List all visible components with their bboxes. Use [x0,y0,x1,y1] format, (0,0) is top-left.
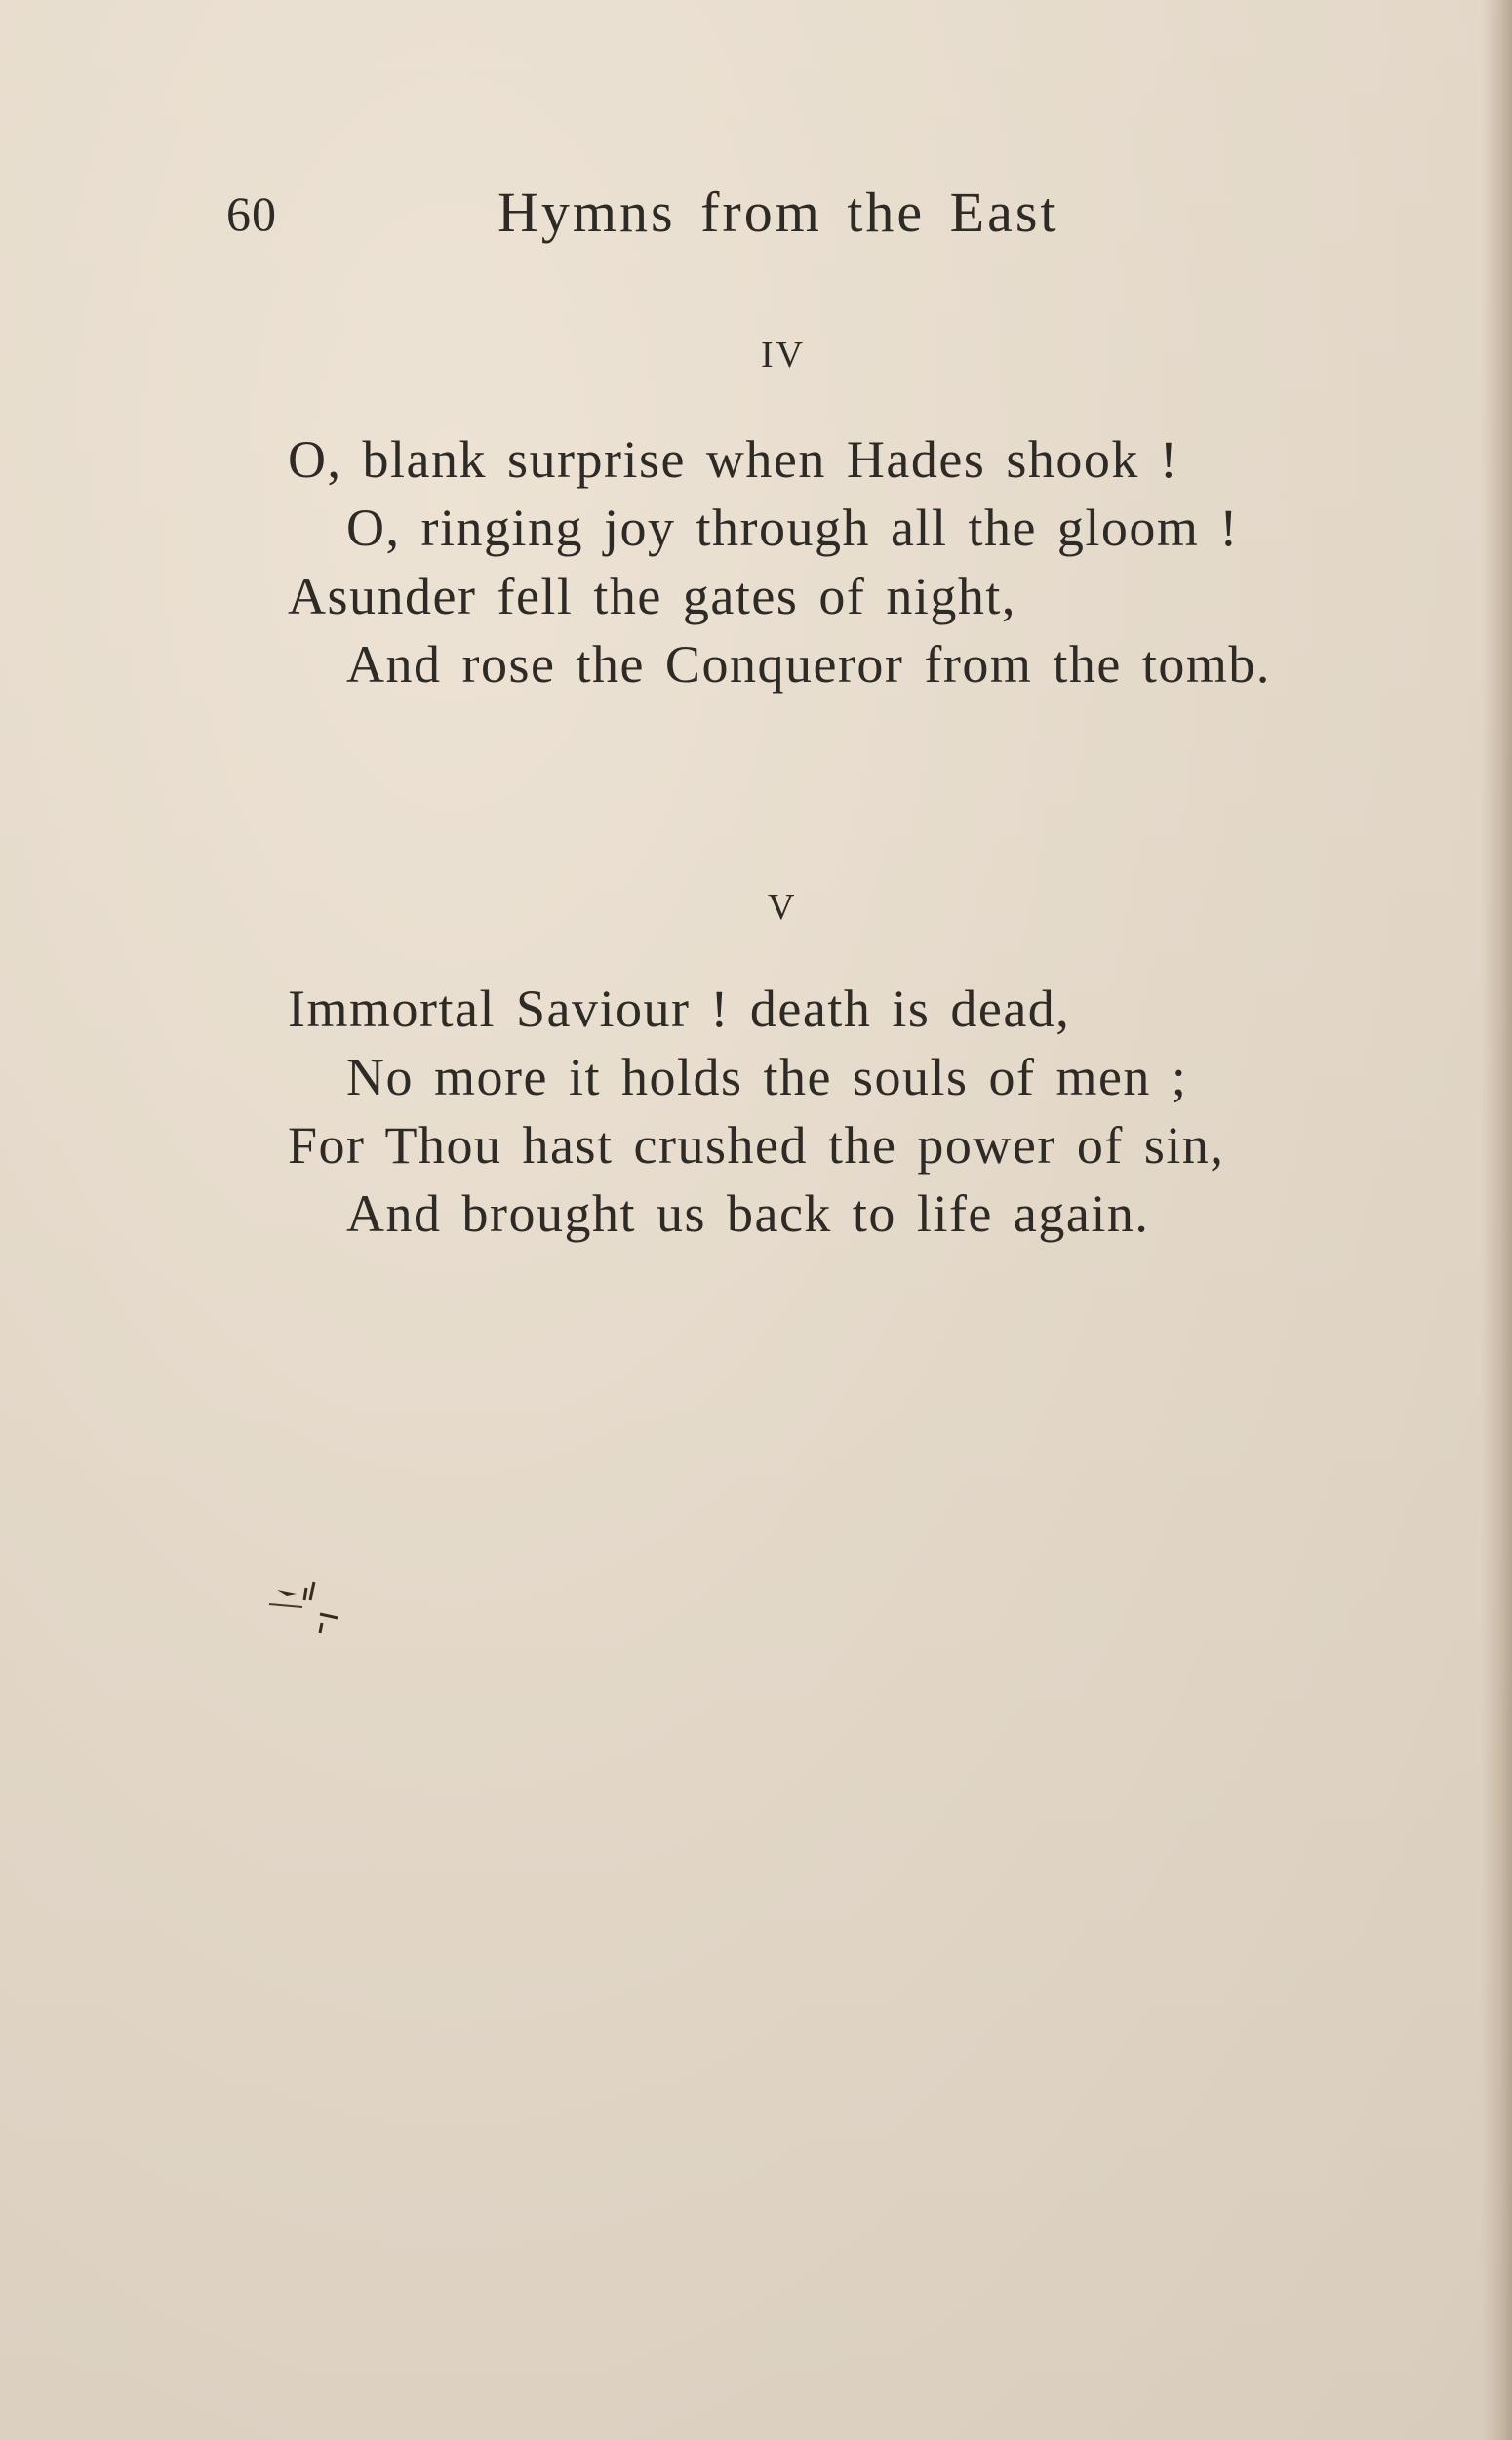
page-edge-shadow [1481,0,1512,2440]
ink-blemish [263,1580,341,1639]
ink-mark [320,1614,338,1618]
verse-line: Immortal Saviour ! death is dead, [288,980,1071,1038]
verse-line: Asunder fell the gates of night, [288,567,1016,625]
verse-line: For Thou hast crushed the power of sin, [288,1116,1225,1175]
verse-line: O, ringing joy through all the gloom ! [346,499,1239,557]
verse-line: And rose the Conqueror from the tomb. [346,635,1271,694]
ink-mark [277,1590,297,1596]
ink-mark [320,1623,322,1633]
ink-mark [310,1582,314,1600]
running-title: Hymns from the East [497,180,1059,244]
ink-mark [269,1604,302,1607]
stanza-numeral: V [768,887,798,928]
stanza-numeral: IV [761,335,807,376]
running-head [0,176,1512,254]
page-number: 60 [226,186,277,241]
ink-mark [304,1588,306,1600]
verse-line: No more it holds the souls of men ; [346,1048,1188,1106]
verse-line: And brought us back to life again. [346,1184,1150,1243]
verse-line: O, blank surprise when Hades shook ! [288,430,1179,489]
